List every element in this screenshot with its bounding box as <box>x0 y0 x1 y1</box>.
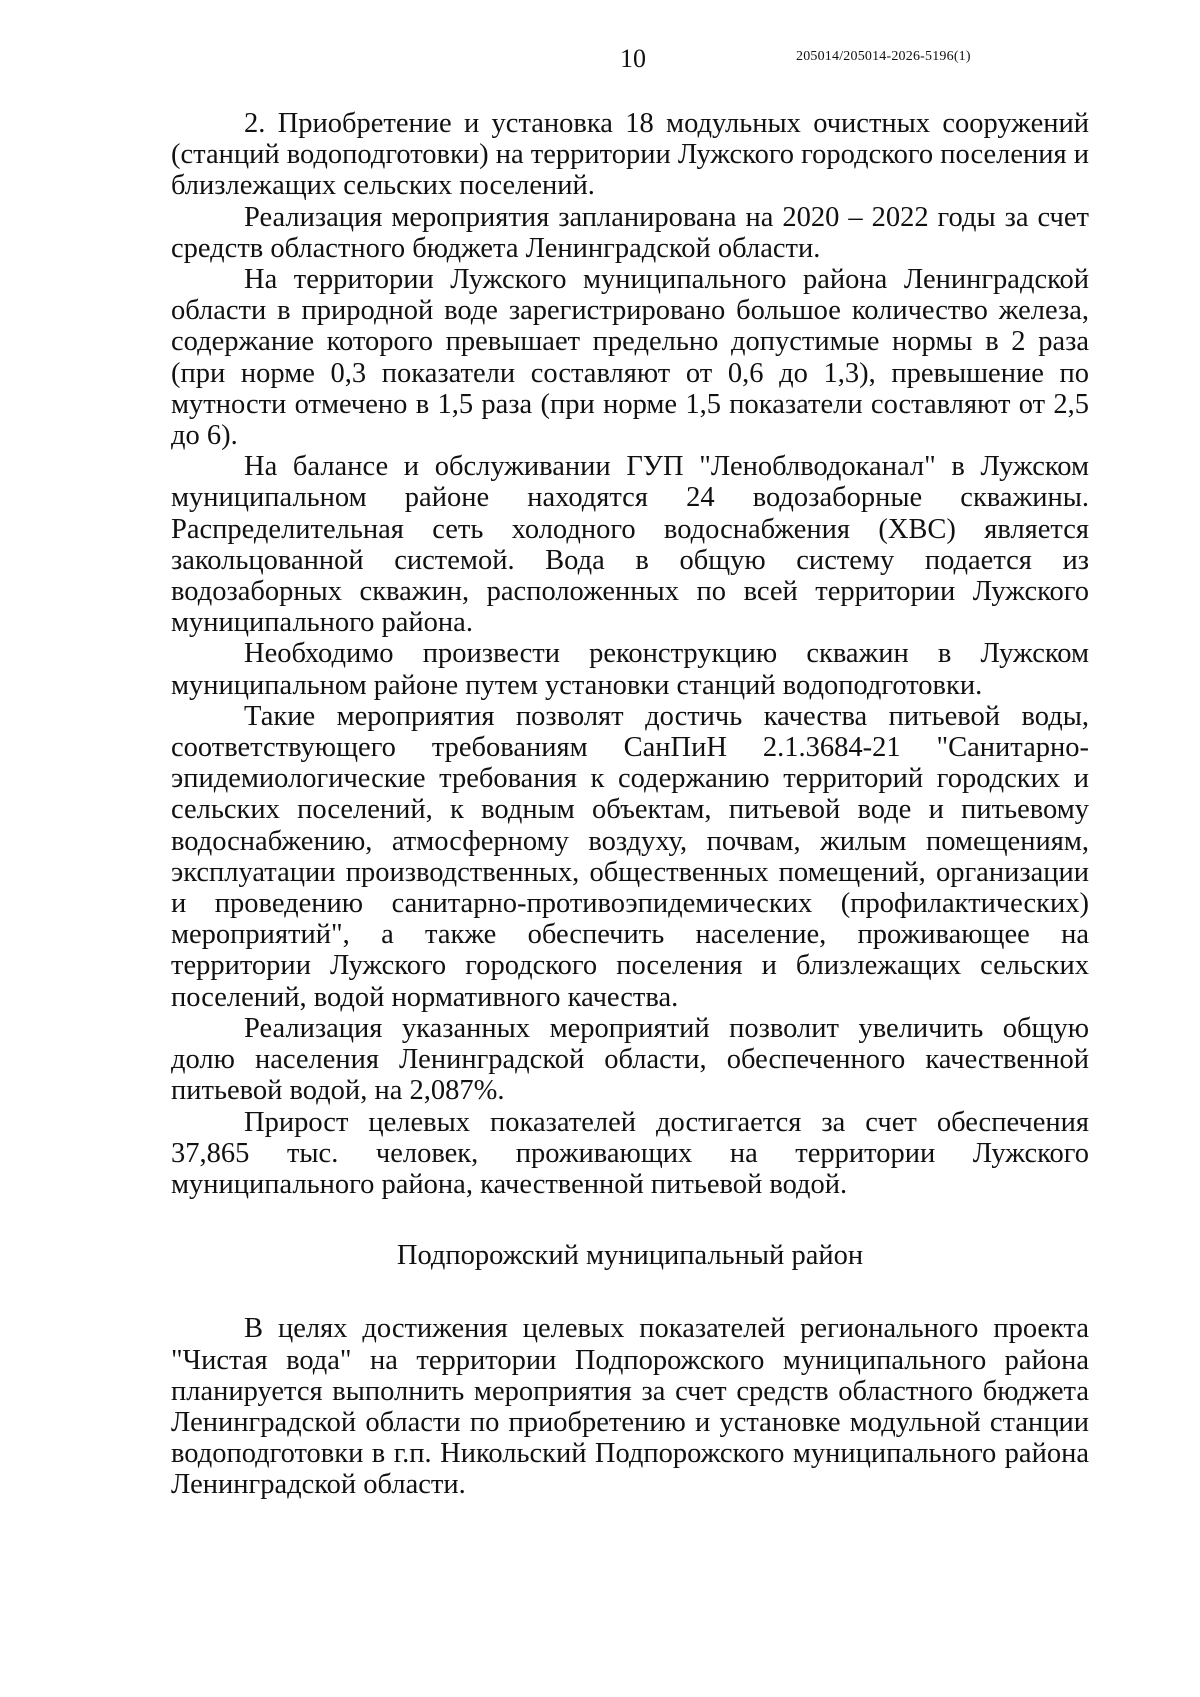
paragraph: 2. Приобретение и установка 18 модульных очистных сооружений (станций водоподготовки) на территории Лужского городского поселения и близлежащих сельских поселений. <box>171 108 1089 202</box>
paragraph: Реализация указанных мероприятий позволит увеличить общую долю населения Ленинградской области, обеспеченного качественной питьевой водой, на 2,087%. <box>171 1012 1089 1107</box>
document-id: 205014/205014-2026-5196(1) <box>796 49 971 64</box>
paragraph: Реализация мероприятия запланирована на 2020 – 2022 годы за счет средств областного бюджета Ленинградской области. <box>171 201 1089 264</box>
document-body <box>171 108 1089 1501</box>
page-number: 10 <box>620 44 646 73</box>
paragraph: Такие мероприятия позволят достичь качества питьевой воды, соответствующего требованиям СанПиН 2.1.3684-21 "Санитарно-эпидемиологические требования к содержанию территорий городских и сельских поселений, к водным объектам, питьевой воде и питьевому водоснабжению, атмосферному воздуху, почвам, жилым помещениям, эксплуатации производственных, общественных помещений, организации и проведению санитарно-противоэпидемических (профилактических) мероприятий", а также обеспечить население, проживающее на территории Лужского городского поселения и близлежащих сельских поселений, водой нормативного качества. <box>171 700 1089 1013</box>
paragraph: На территории Лужского муниципального района Ленинградской области в природной воде зарегистрировано большое количество железа, содержание которого превышает предельно допустимые нормы в 2 раза (при норме 0,3 показатели составляют от 0,6 до 1,3), превышение по мутности отмечено в 1,5 раза (при норме 1,5 показатели составляют от 2,5 до 6). <box>171 264 1089 452</box>
paragraph: В целях достижения целевых показателей регионального проекта "Чистая вода" на территории Подпорожского муниципального района планируется выполнить мероприятия за счет средств областного бюджета Ленинградской области по приобретению и установке модульной станции водоподготовки в г.п. Никольский Подпорожского муниципального района Ленинградской области. <box>171 1313 1089 1501</box>
section-heading: Подпорожский муниципальный район <box>396 1240 864 1272</box>
paragraph: На балансе и обслуживании ГУП "Леноблводоканал" в Лужском муниципальном районе находятся 24 водозаборные скважины. Распределительная сеть холодного водоснабжения (ХВС) является закольцованной системой. Вода в общую систему подается из водозаборных скважин, расположенных по всей территории Лужского муниципального района. <box>171 451 1089 639</box>
paragraph: Необходимо произвести реконструкцию скважин в Лужском муниципальном районе путем установки станций водоподготовки. <box>171 638 1089 701</box>
paragraph: Прирост целевых показателей достигается за счет обеспечения 37,865 тыс. человек, проживающих на территории Лужского муниципального района, качественной питьевой водой. <box>171 1106 1089 1200</box>
